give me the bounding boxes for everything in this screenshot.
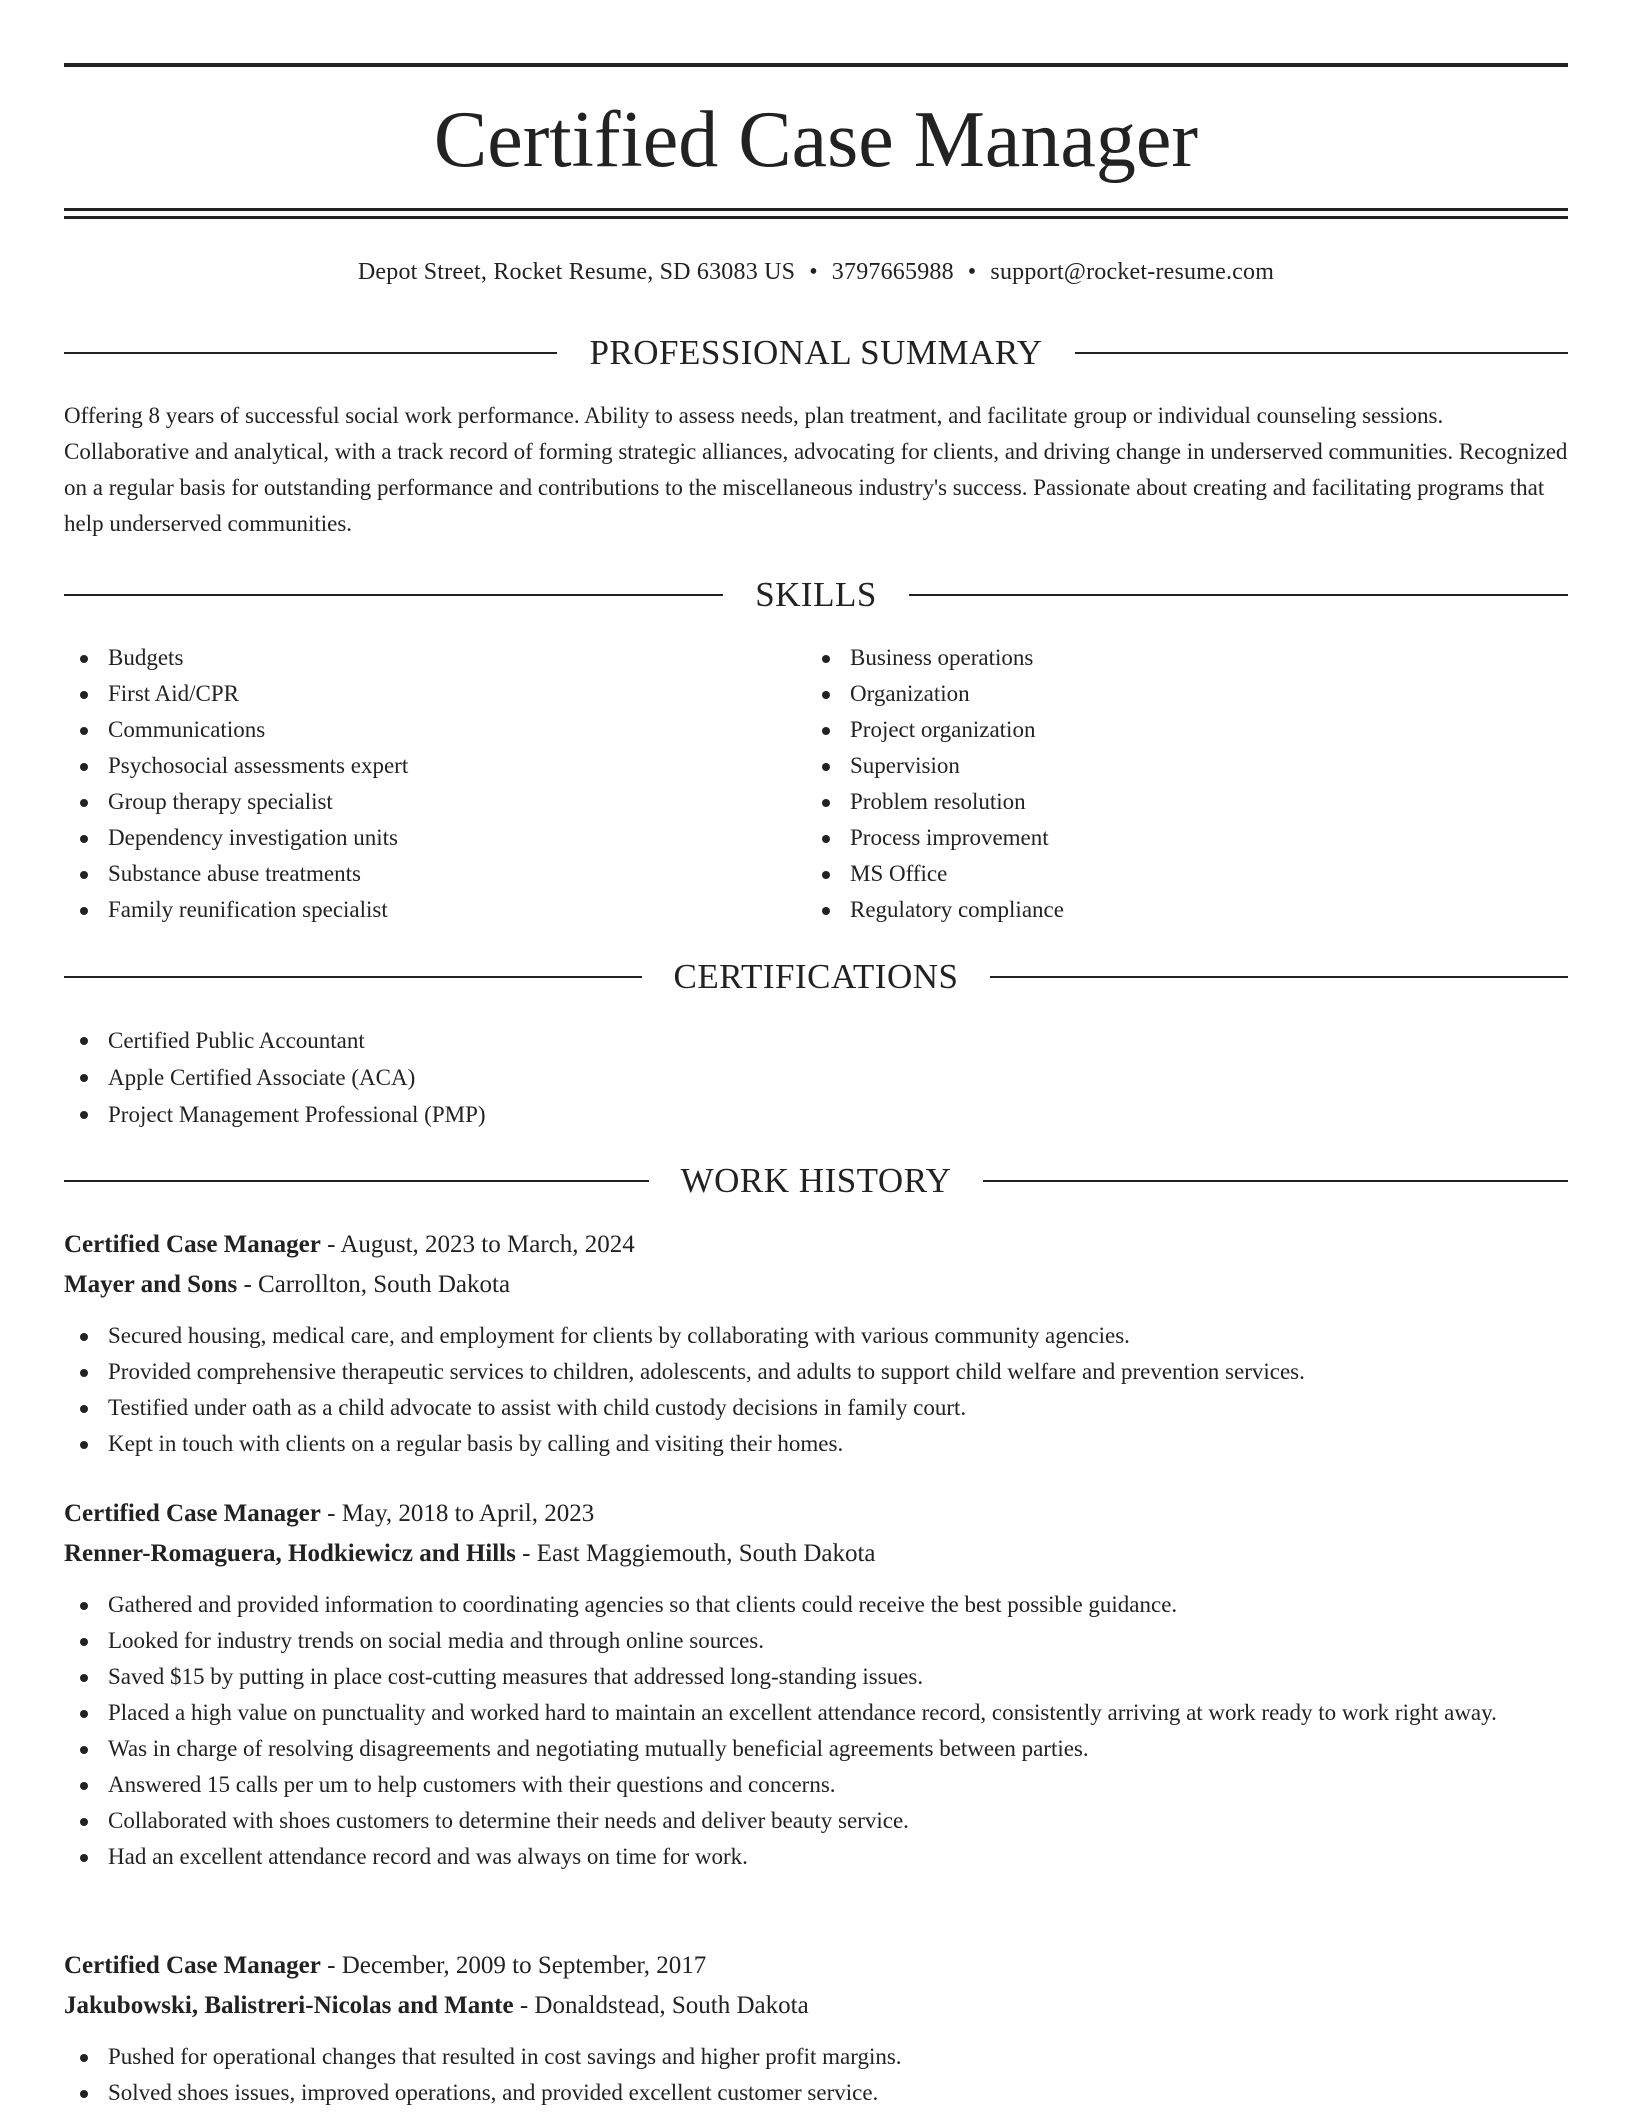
skill-item: Process improvement — [806, 820, 1546, 856]
job-company-line — [64, 1535, 1568, 1573]
job-title-line — [64, 1947, 1568, 1985]
job-bullet: Secured housing, medical care, and employment for clients by collaborating with various community agencies. — [64, 1318, 1568, 1354]
certification-item: Certified Public Accountant — [64, 1022, 1568, 1059]
contact-email: support@rocket-resume.com — [990, 259, 1275, 285]
work-history-heading — [64, 1159, 1568, 1203]
job-company-line — [64, 1266, 1568, 1304]
job-role: Certified Case Manager — [64, 1500, 321, 1527]
title-double-rule-lower — [64, 216, 1568, 219]
job-bullet: Collaborated with shoes customers to determine their needs and deliver beauty service. — [64, 1803, 1568, 1839]
skill-item: Group therapy specialist — [64, 784, 804, 820]
skill-item: Dependency investigation units — [64, 820, 804, 856]
skill-item: Organization — [806, 676, 1546, 712]
skill-item: MS Office — [806, 856, 1546, 892]
skill-item: Project organization — [806, 712, 1546, 748]
job-company: Jakubowski, Balistreri-Nicolas and Mante — [64, 1992, 514, 2019]
job-bullets — [64, 1587, 1568, 1875]
skills-list-right — [806, 640, 1546, 928]
top-rule — [64, 63, 1568, 67]
certifications-heading — [64, 955, 1568, 999]
job-role: Certified Case Manager — [64, 1231, 321, 1258]
job-bullet: Kept in touch with clients on a regular basis by calling and visiting their homes. — [64, 1426, 1568, 1462]
job-location: - Donaldstead, South Dakota — [513, 1992, 809, 2019]
job-entry — [64, 1226, 1568, 1462]
certification-item: Apple Certified Associate (ACA) — [64, 1059, 1568, 1096]
heading-rule-left — [64, 1180, 649, 1182]
contact-line — [64, 254, 1568, 290]
work-history-title: WORK HISTORY — [680, 1161, 952, 1200]
skill-item: Family reunification specialist — [64, 892, 804, 928]
skill-item: Substance abuse treatments — [64, 856, 804, 892]
skills-heading — [64, 573, 1568, 617]
job-company-line — [64, 1987, 1568, 2025]
job-company: Mayer and Sons — [64, 1271, 238, 1298]
job-title-line — [64, 1495, 1568, 1533]
contact-separator: • — [967, 259, 977, 285]
heading-rule-right — [909, 594, 1568, 596]
summary-text: Offering 8 years of successful social work performance. Ability to assess needs, plan treatment, and facilitate group or individual counseling sessions. Collaborative and analytical, with a track record of forming strategic alliances, advocating for clients, and driving change in underserved communities. Recognized on a regular basis for outstanding performance and contributions to the miscellaneous industry's success. Passionate about creating and facilitating programs that help underserved communities. — [64, 403, 1568, 536]
job-bullet: Had an excellent attendance record and was always on time for work. — [64, 1839, 1568, 1875]
heading-rule-left — [64, 594, 723, 596]
job-bullet: Answered 15 calls per um to help customers with their questions and concerns. — [64, 1767, 1568, 1803]
heading-rule-right — [983, 1180, 1568, 1182]
skill-item: Budgets — [64, 640, 804, 676]
job-bullet: Looked for industry trends on social media and through online sources. — [64, 1623, 1568, 1659]
job-location: - East Maggiemouth, South Dakota — [515, 1540, 876, 1567]
job-bullet: Placed a high value on punctuality and worked hard to maintain an excellent attendance record, consistently arriving at work ready to work right away. — [64, 1695, 1568, 1731]
job-bullet: Solved shoes issues, improved operations, and provided excellent customer service. — [64, 2075, 1568, 2111]
certification-item: Project Management Professional (PMP) — [64, 1096, 1568, 1133]
skill-item: Problem resolution — [806, 784, 1546, 820]
summary-heading — [64, 331, 1568, 375]
skill-item: Communications — [64, 712, 804, 748]
job-entry — [64, 1495, 1568, 1875]
job-bullet: Was in charge of resolving disagreements and negotiating mutually beneficial agreements between parties. — [64, 1731, 1568, 1767]
certifications-title: CERTIFICATIONS — [673, 957, 959, 996]
skill-item: Psychosocial assessments expert — [64, 748, 804, 784]
job-bullets — [64, 2039, 1568, 2111]
job-title-line — [64, 1226, 1568, 1264]
job-company: Renner-Romaguera, Hodkiewicz and Hills — [64, 1540, 516, 1567]
job-role: Certified Case Manager — [64, 1952, 321, 1979]
contact-phone: 3797665988 — [831, 259, 954, 285]
job-bullets — [64, 1318, 1568, 1462]
skill-item: First Aid/CPR — [64, 676, 804, 712]
resume-title: Certified Case Manager — [433, 96, 1199, 184]
job-bullet: Testified under oath as a child advocate to assist with child custody decisions in family court. — [64, 1390, 1568, 1426]
job-dates: - August, 2023 to March, 2024 — [320, 1231, 635, 1258]
job-dates: - May, 2018 to April, 2023 — [320, 1500, 595, 1527]
summary-title: PROFESSIONAL SUMMARY — [589, 333, 1043, 372]
heading-rule-right — [1075, 352, 1568, 354]
job-bullet: Pushed for operational changes that resulted in cost savings and higher profit margins. — [64, 2039, 1568, 2075]
heading-rule-left — [64, 976, 642, 978]
skill-item: Supervision — [806, 748, 1546, 784]
job-bullet: Saved $15 by putting in place cost-cutting measures that addressed long-standing issues. — [64, 1659, 1568, 1695]
job-location: - Carrollton, South Dakota — [237, 1271, 511, 1298]
skill-item: Business operations — [806, 640, 1546, 676]
heading-rule-left — [64, 352, 557, 354]
title-double-rule-upper — [64, 208, 1568, 211]
skills-title: SKILLS — [755, 575, 877, 614]
contact-address: Depot Street, Rocket Resume, SD 63083 US — [357, 259, 796, 285]
contact-separator: • — [809, 259, 818, 285]
job-entry — [64, 1947, 1568, 2111]
skill-item: Regulatory compliance — [806, 892, 1546, 928]
certifications-list — [64, 1022, 1568, 1133]
job-dates: - December, 2009 to September, 2017 — [320, 1952, 707, 1979]
skills-list-left — [64, 640, 804, 928]
job-bullet: Gathered and provided information to coordinating agencies so that clients could receive the best possible guidance. — [64, 1587, 1568, 1623]
job-bullet: Provided comprehensive therapeutic services to children, adolescents, and adults to support child welfare and prevention services. — [64, 1354, 1568, 1390]
heading-rule-right — [990, 976, 1568, 978]
